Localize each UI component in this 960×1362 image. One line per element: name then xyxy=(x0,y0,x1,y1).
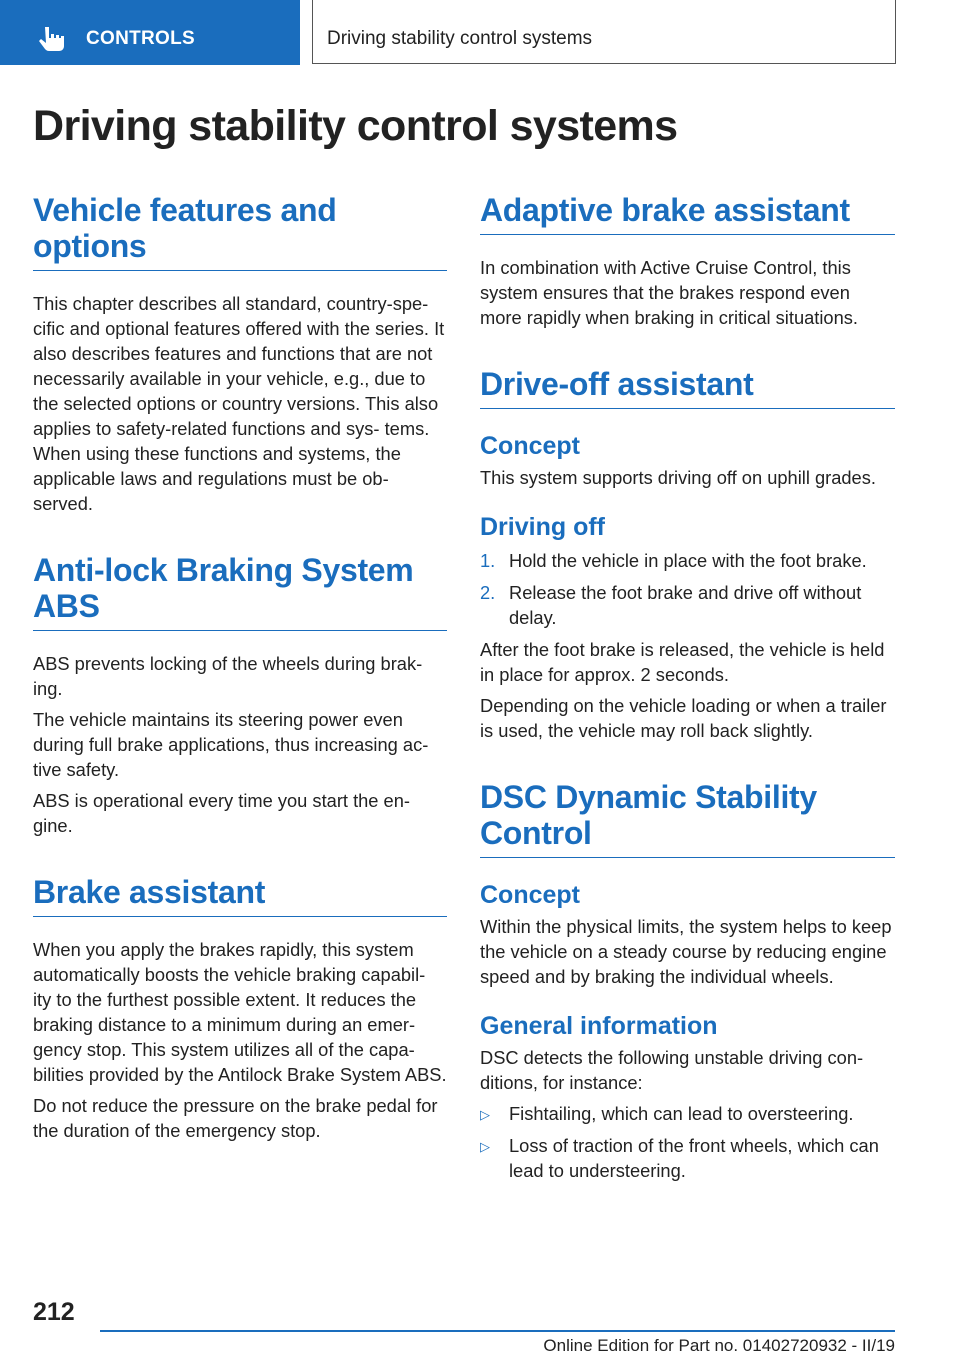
features-text: This chapter describes all standard, country-spe- cific and optional features offered with the series. It also describes features and functions that are not necessarily available in your vehicle, e.g., due to the selected options or country versions. This also applies to safety-related functions and sys- tems. When using these functions and systems, the applicable laws and regulations must be ob- served. xyxy=(33,293,445,514)
chapter-tab-label: CONTROLS xyxy=(86,28,196,49)
list-item xyxy=(480,1133,895,1183)
bullet-text: Fishtailing, which can lead to oversteering. xyxy=(509,1103,854,1124)
heading-general-information: General information xyxy=(480,1012,718,1040)
list-item xyxy=(480,548,895,573)
adaptive-text: In combination with Active Cruise Control, this system ensures that the brakes respond even more rapidly when braking in critical situations. xyxy=(480,257,858,328)
heading-vehicle-features: Vehicle features and options xyxy=(33,192,447,271)
heading-brake-assistant: Brake assistant xyxy=(33,874,447,917)
general-information-text: DSC detects the following unstable driving con- ditions, for instance: xyxy=(480,1047,864,1093)
footer-divider xyxy=(100,1330,895,1332)
driveoff-concept-text: This system supports driving off on uphill grades. xyxy=(480,467,876,488)
brake-assistant-text-1: When you apply the brakes rapidly, this system automatically boosts the vehicle braking capabil- ity to the furthest possible extent. It reduces the braking distance to a minimum during an emer- gency stop. This system utilizes all of the capa- bilities provided by the Antilock Brake System ABS. xyxy=(33,939,447,1085)
abs-text-2: The vehicle maintains its steering power even during full brake applications, thus increasing ac- tive safety. xyxy=(33,709,429,780)
heading-adaptive-brake-assistant: Adaptive brake assistant xyxy=(480,192,895,235)
step-number: 1. xyxy=(480,550,496,571)
right-column xyxy=(480,192,895,1190)
chapter-tab[interactable] xyxy=(0,0,300,65)
list-item xyxy=(480,580,895,630)
left-column xyxy=(33,192,447,1143)
section-header xyxy=(312,0,896,64)
section-header-label: Driving stability control systems xyxy=(327,28,593,49)
hand-pointer-icon xyxy=(36,25,66,53)
heading-dsc-concept: Concept xyxy=(480,881,580,909)
driving-off-steps xyxy=(480,548,895,630)
bullet-text: Loss of traction of the front wheels, which can lead to understeering. xyxy=(509,1135,879,1181)
step-number: 2. xyxy=(480,582,496,603)
triangle-bullet-icon: ▷ xyxy=(480,1139,490,1154)
heading-dsc: DSC Dynamic Stability Control xyxy=(480,779,895,858)
heading-drive-off-assistant: Drive-off assistant xyxy=(480,366,895,409)
abs-text-3: ABS is operational every time you start the en- gine. xyxy=(33,790,410,836)
page-number: 212 xyxy=(33,1298,75,1326)
abs-text-1: ABS prevents locking of the wheels during brak- ing. xyxy=(33,653,423,699)
driveoff-text-1: After the foot brake is released, the vehicle is held in place for approx. 2 seconds. xyxy=(480,639,885,685)
heading-abs: Anti-lock Braking System ABS xyxy=(33,552,447,631)
page-title: Driving stability control systems xyxy=(33,102,678,150)
step-text: Hold the vehicle in place with the foot brake. xyxy=(509,550,867,571)
list-item xyxy=(480,1101,895,1126)
brake-assistant-text-2: Do not reduce the pressure on the brake pedal for the duration of the emergency stop. xyxy=(33,1095,438,1141)
triangle-bullet-icon: ▷ xyxy=(480,1107,490,1122)
edition-text: Online Edition for Part no. 01402720932 - II/19 xyxy=(543,1336,895,1355)
driveoff-text-2: Depending on the vehicle loading or when a trailer is used, the vehicle may roll back slightly. xyxy=(480,695,887,741)
heading-driveoff-concept: Concept xyxy=(480,432,580,460)
step-text: Release the foot brake and drive off without delay. xyxy=(509,582,862,628)
dsc-concept-text: Within the physical limits, the system helps to keep the vehicle on a steady course by reducing engine speed and by braking the individual wheels. xyxy=(480,916,892,987)
unstable-conditions-list xyxy=(480,1101,895,1183)
heading-driving-off: Driving off xyxy=(480,513,605,541)
